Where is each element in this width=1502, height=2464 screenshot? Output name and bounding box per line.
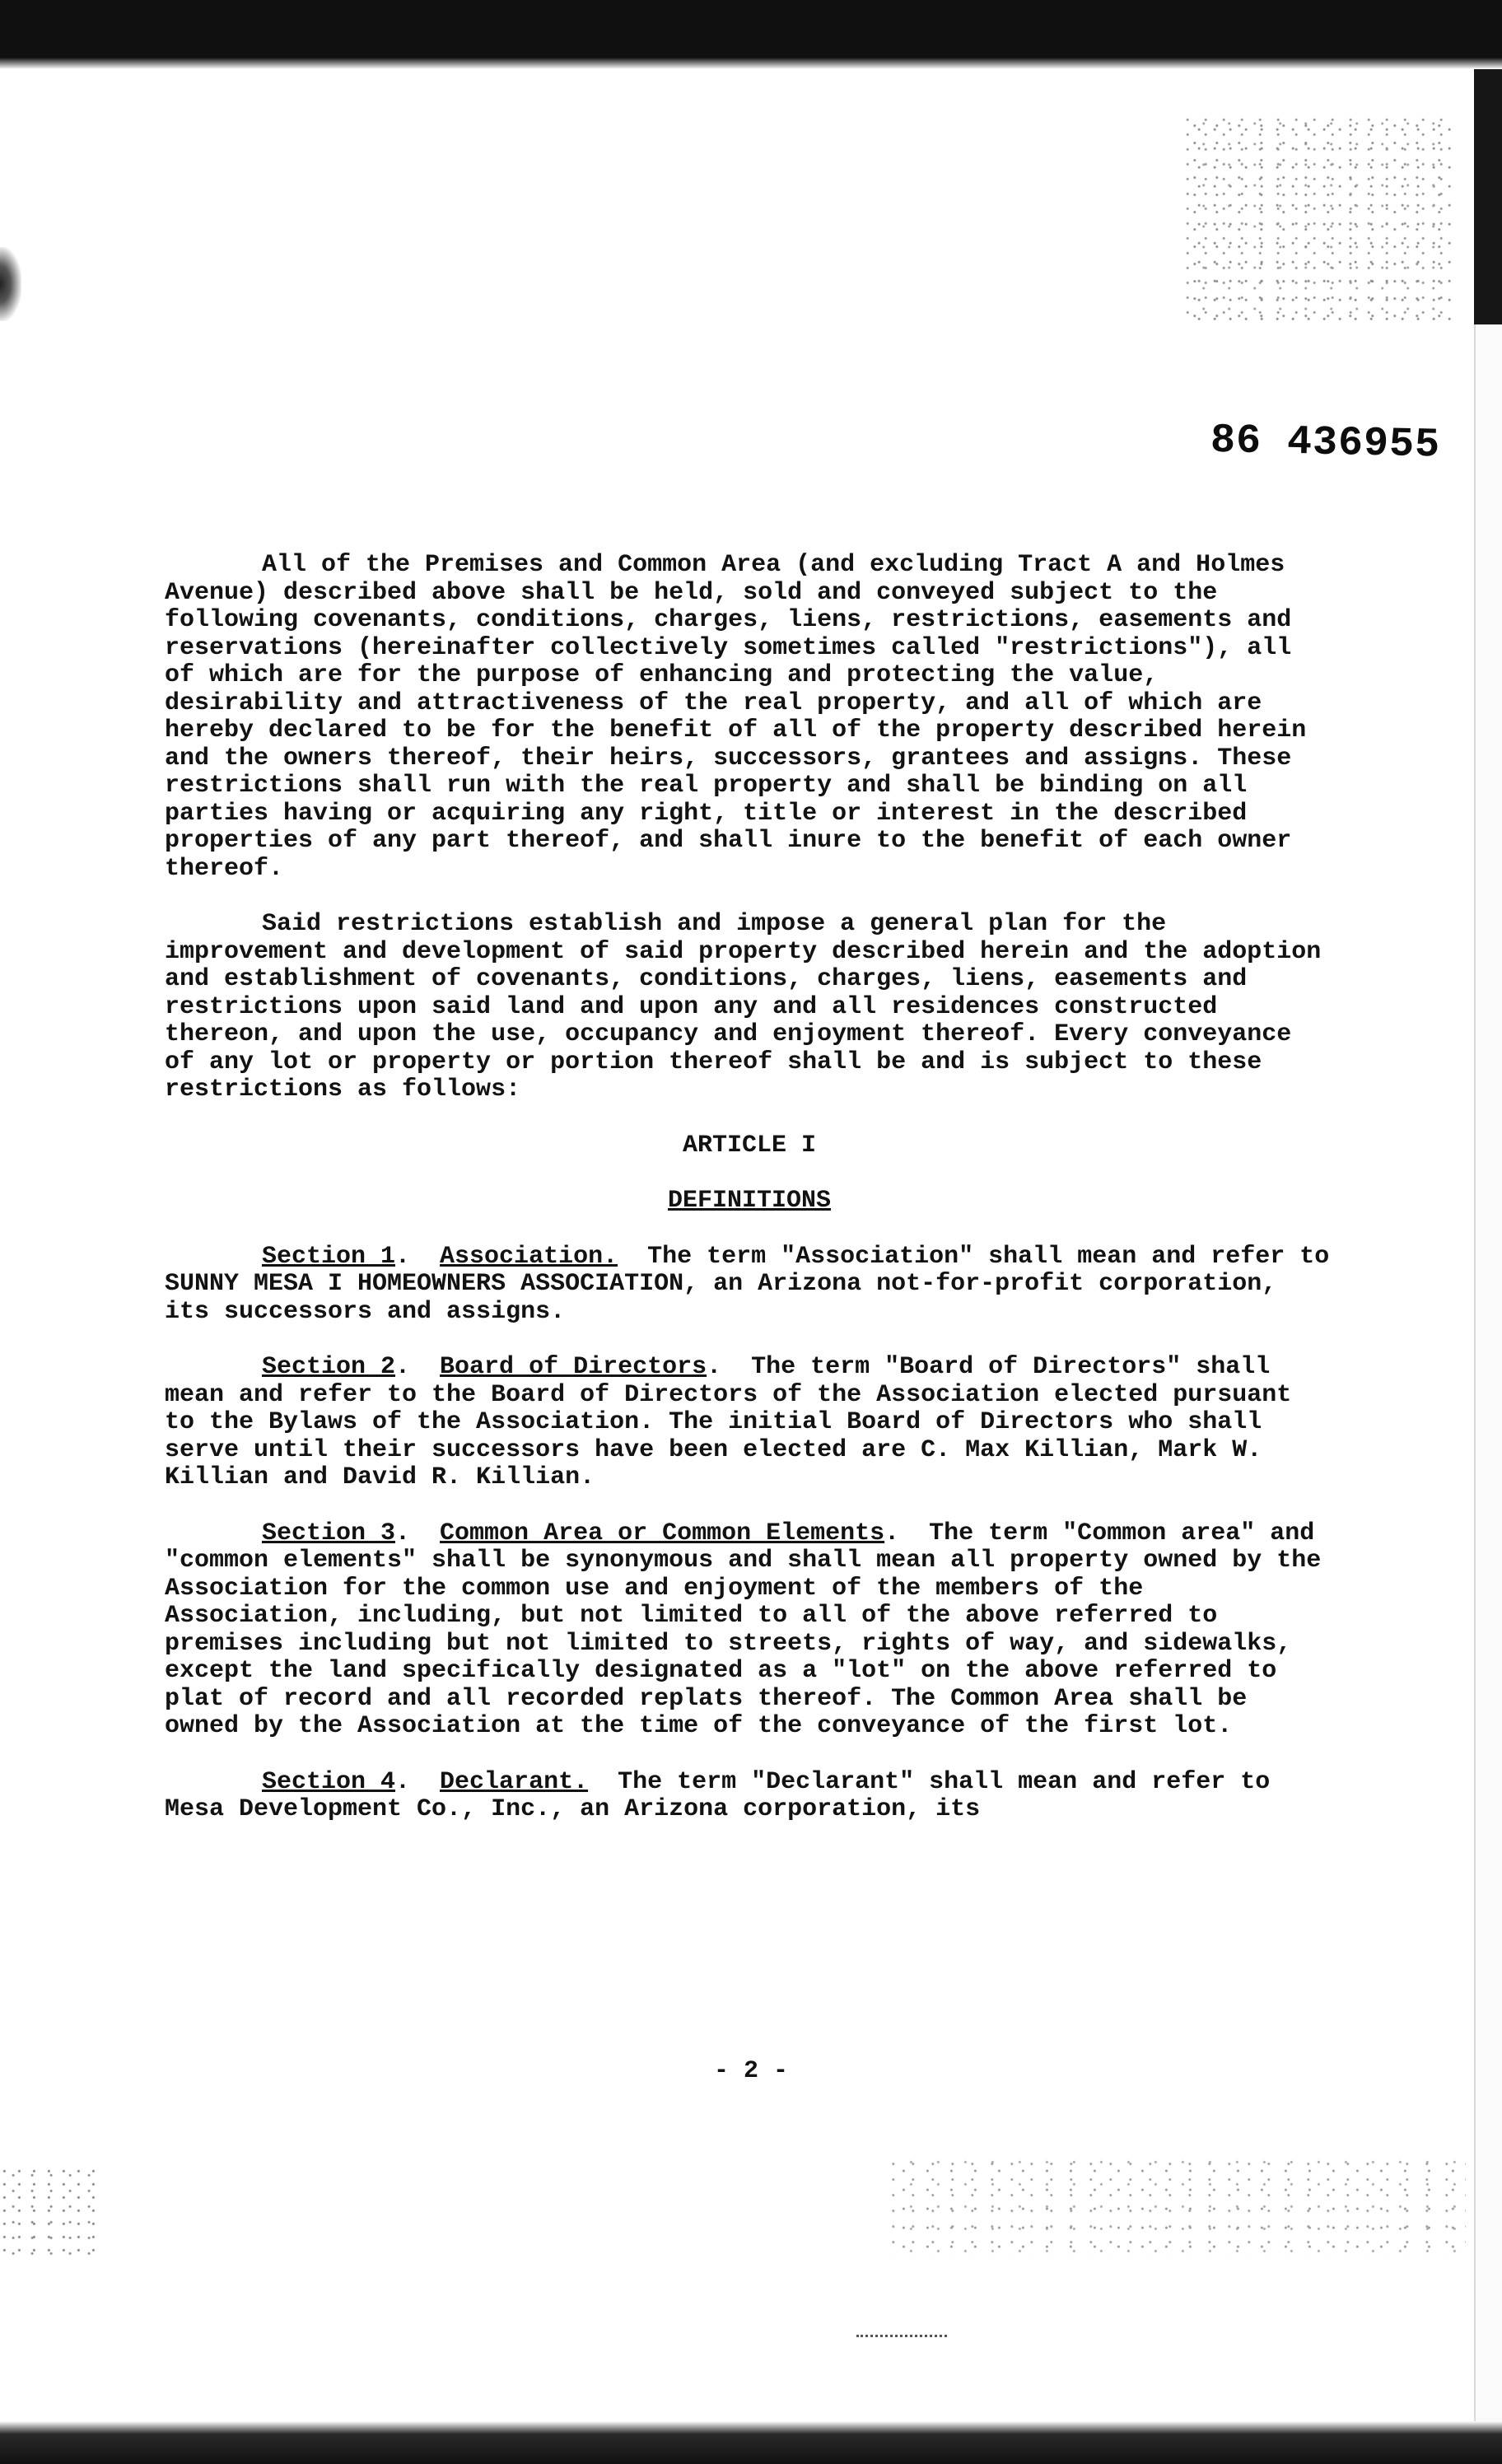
scan-noise-bottom — [889, 2158, 1466, 2256]
section-text: The term "Common area" and "common elements" shall be synonymous and shall mean all property owned by the Association for the common use and enjoyment of the members of the Association, including, but not limited to all of the above referred to premises including but not limited to streets, rights of way, and sidewalks, except the land specifically designated as a "lot" on the above referred to plat of record and all recorded replats thereof. The Common Area shall be owned by the Association at the time of the conveyance of the first lot. — [165, 1519, 1322, 1740]
section-title: Declarant. — [440, 1767, 589, 1796]
section-title: Association. — [440, 1242, 618, 1271]
article-heading-text: DEFINITIONS — [667, 1187, 832, 1215]
section-text: The term "Declarant" shall mean and refer to Mesa Development Co., Inc., an Arizona corporation, its — [165, 1767, 1271, 1823]
section-label: Section 2 — [262, 1353, 396, 1381]
article-title: ARTICLE I — [682, 1131, 817, 1160]
section-3: Section 3. Common Area or Common Elements. The term "Common area" and "common elements" shall be synonymous and shall mean all property owned by the Association for the common use and enjoyment of the members of the Association, including, but not limited to all of the above referred to premises including but not limited to streets, rights of way, and sidewalks, except the land specifically designated as a "lot" on the above referred to plat of record and all recorded replats thereof. The Common Area shall be owned by the Association at the time of the conveyance of the first lot. — [165, 1519, 1322, 1740]
section-title: Board of Directors — [440, 1353, 707, 1381]
scan-border-top — [0, 0, 1502, 69]
scan-paper-edge-lower — [1474, 324, 1502, 2464]
scan-noise-top — [1186, 115, 1458, 321]
scan-paper-edge — [1474, 69, 1502, 324]
article-heading — [165, 1188, 1334, 1216]
scan-noise-bottom-left — [0, 2166, 99, 2256]
page-number: - 2 - — [713, 2057, 788, 2085]
section-text: The term "Association" shall mean and refer to SUNNY MESA I HOMEOWNERS ASSOCIATION, an Arizona not-for-profit corporation, its successors and assigns. — [165, 1242, 1330, 1326]
scan-border-bottom — [0, 2421, 1502, 2464]
section-text: The term "Board of Directors" shall mean and refer to the Board of Directors of the Association elected pursuant to the Bylaws of the Association. The initial Board of Directors who shall serve until their successors have been elected are C. Max Killian, Mark W. Killian and David R. Killian. — [165, 1353, 1292, 1491]
scan-smudge — [0, 247, 21, 321]
section-2: Section 2. Board of Directors. The term "Board of Directors" shall mean and refer to the Board of Directors of the Association elected pursuant to the Bylaws of the Association. The initial Board of Directors who shall serve until their successors have been elected are C. Max Killian, Mark W. Killian and David R. Killian. — [165, 1353, 1292, 1491]
section-label: Section 3 — [262, 1519, 396, 1547]
paragraph-restrictions: Said restrictions establish and impose a general plan for the improvement and development of said property described herein and the adoption and establishment of covenants, conditions, charges, liens, easements and restrictions upon said land and upon any and all residences constructed thereon, and upon the use, occupancy and enjoyment thereof. Every conveyance of any lot or property or portion thereof shall be and is subject to these restrictions as follows: — [165, 910, 1322, 1104]
section-label: Section 1 — [262, 1242, 396, 1271]
section-4: Section 4. Declarant. The term "Declarant" shall mean and refer to Mesa Development Co., Inc., an Arizona corporation, its — [165, 1767, 1271, 1823]
paragraph-premises: All of the Premises and Common Area (and excluding Tract A and Holmes Avenue) described above shall be held, sold and conveyed subject to the following covenants, conditions, charges, liens, restrictions, easements and reservations (hereinafter collectively sometimes called "restrictions"), all of which are for the purpose of enhancing and protecting the value, desirability and attractiveness of the real property, and all of which are hereby declared to be for the benefit of all of the property described herein and the owners thereof, their heirs, successors, grantees and assigns. These restrictions shall run with the real property and shall be binding on all parties having or acquiring any right, title or interest in the described properties of any part thereof, and shall inure to the benefit of each owner thereof. — [165, 551, 1307, 883]
scan-mark-bottom — [856, 2335, 947, 2340]
section-1: Section 1. Association. The term "Association" shall mean and refer to SUNNY MESA I HOMEOWNERS ASSOCIATION, an Arizona not-for-profit corporation, its successors and assigns. — [165, 1242, 1330, 1326]
document-body — [165, 552, 1334, 1852]
section-title: Common Area or Common Elements — [440, 1519, 885, 1547]
section-label: Section 4 — [262, 1767, 396, 1796]
recording-number: 86 436955 — [1210, 417, 1441, 469]
